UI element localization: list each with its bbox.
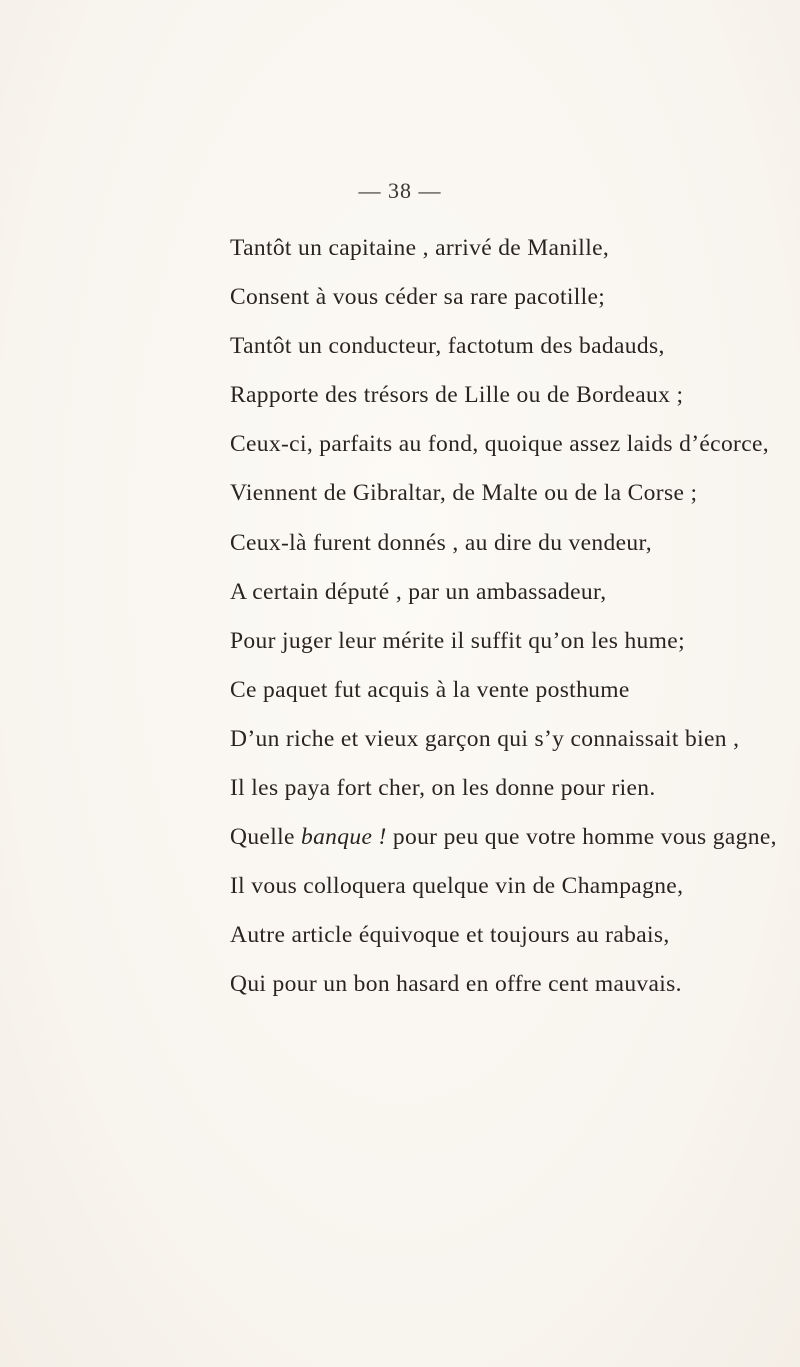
poem-line-13-start: Quelle — [230, 824, 301, 851]
poem-line-5: Ceux-ci, parfaits au fond, quoique assez laids d’écorce, — [230, 431, 770, 458]
poem-line-1: Tantôt un capitaine , arrivé de Manille, — [230, 235, 610, 261]
italic-word-banque: banque ! — [300, 824, 387, 851]
poem-line-3: Tantôt un conducteur, factotum des badauds, — [230, 333, 665, 360]
poem-line-14: Il vous colloquera quelque vin de Champagne, — [230, 873, 684, 900]
poem-line-2: Consent à vous céder sa rare pacotille; — [230, 284, 606, 311]
poem-line-16: Qui pour un bon hasard en offre cent mauvais. — [230, 971, 682, 998]
poem-line-7: Ceux-là furent donnés , au dire du vendeur, — [230, 529, 652, 556]
poem-line-11: D’un riche et vieux garçon qui s’y connaissait bien , — [230, 725, 740, 752]
poem-line-12: Il les paya fort cher, on les donne pour rien. — [230, 775, 656, 802]
poem-line-4: Rapporte des trésors de Lille ou de Bordeaux ; — [230, 382, 684, 409]
poem-line-9: Pour juger leur mérite il suffit qu’on les hume; — [230, 627, 685, 654]
poem-line-13 — [230, 813, 795, 862]
poem-line-10: Ce paquet fut acquis à la vente posthume — [230, 676, 630, 703]
poem-text — [230, 224, 795, 1010]
poem-line-15: Autre article équivoque et toujours au rabais, — [230, 922, 670, 949]
poem-line-8: A certain député , par un ambassadeur, — [230, 578, 607, 605]
page-number: — 38 — — [358, 178, 442, 203]
poem-line-6: Viennent de Gibraltar, de Malte ou de la Corse ; — [230, 480, 698, 507]
poem-line-13-end: pour peu que votre homme vous gagne, — [386, 824, 777, 851]
